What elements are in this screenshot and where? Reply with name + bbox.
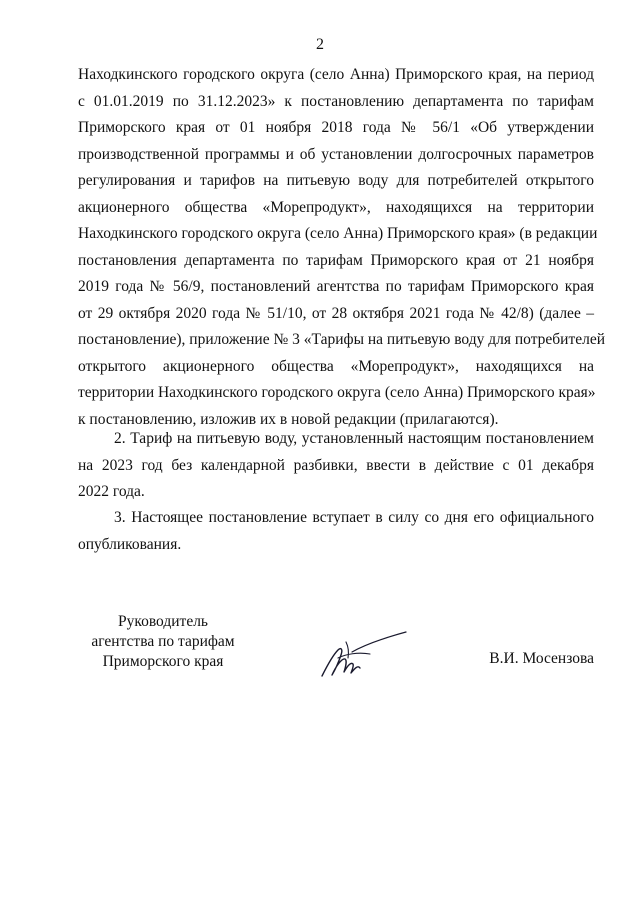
text-line: к постановлению, изложив их в новой редакции (прилагаются). <box>78 410 499 428</box>
signatory-name: В.И. Мосензова <box>489 650 594 667</box>
text-line: акционерного общества «Морепродукт», находящихся на территории <box>78 198 594 216</box>
paragraph-1 <box>78 62 606 433</box>
text-line: Находкинского городского округа (село Анна) Приморского края, на период <box>78 66 594 83</box>
text-line: регулирования и тарифов на питьевую воду для потребителей открытого <box>78 172 594 189</box>
paragraph-3 <box>78 505 594 558</box>
paragraph-2 <box>78 426 594 506</box>
signatory-position-line: Руководитель <box>117 613 209 630</box>
text-line: Приморского края от 01 ноября 2018 года № 56/1 «Об утверждении <box>78 119 594 136</box>
text-line: 3. Настоящее постановление вступает в силу со дня его официального <box>114 509 594 526</box>
text-line: 2019 года № 56/9, постановлений агентства по тарифам Приморского края <box>78 278 594 295</box>
text-line: Находкинского городского округа (село Анна) Приморского края» (в редакции <box>78 225 598 242</box>
signatory-position-line: Приморского края <box>102 653 224 670</box>
handwritten-signature <box>318 628 410 682</box>
text-line: 2. Тариф на питьевую воду, установленный настоящим постановлением <box>114 430 594 447</box>
text-line: с 01.01.2019 по 31.12.2023» к постановлению департамента по тарифам <box>78 92 594 110</box>
text-line: открытого акционерного общества «Морепродукт», находящихся на <box>78 357 594 375</box>
text-line: постановления департамента по тарифам Приморского края от 21 ноября <box>78 251 594 269</box>
text-line: постановление), приложение № 3 «Тарифы на питьевую воду для потребителей <box>78 331 606 348</box>
text-line: 2022 года. <box>78 483 145 500</box>
signatory-position <box>78 612 248 672</box>
signatory-position-line: агентства по тарифам <box>91 633 235 650</box>
text-line: территории Находкинского городского округа (село Анна) Приморского края» <box>78 384 596 401</box>
text-line: опубликования. <box>78 535 182 553</box>
text-line: на 2023 год без календарной разбивки, ввести в действие с 01 декабря <box>78 456 594 474</box>
text-line: от 29 октября 2020 года № 51/10, от 28 октября 2021 года № 42/8) (далее – <box>78 304 594 322</box>
text-line: производственной программы и об установлении долгосрочных параметров <box>78 145 594 163</box>
page-number: 2 <box>316 36 324 53</box>
